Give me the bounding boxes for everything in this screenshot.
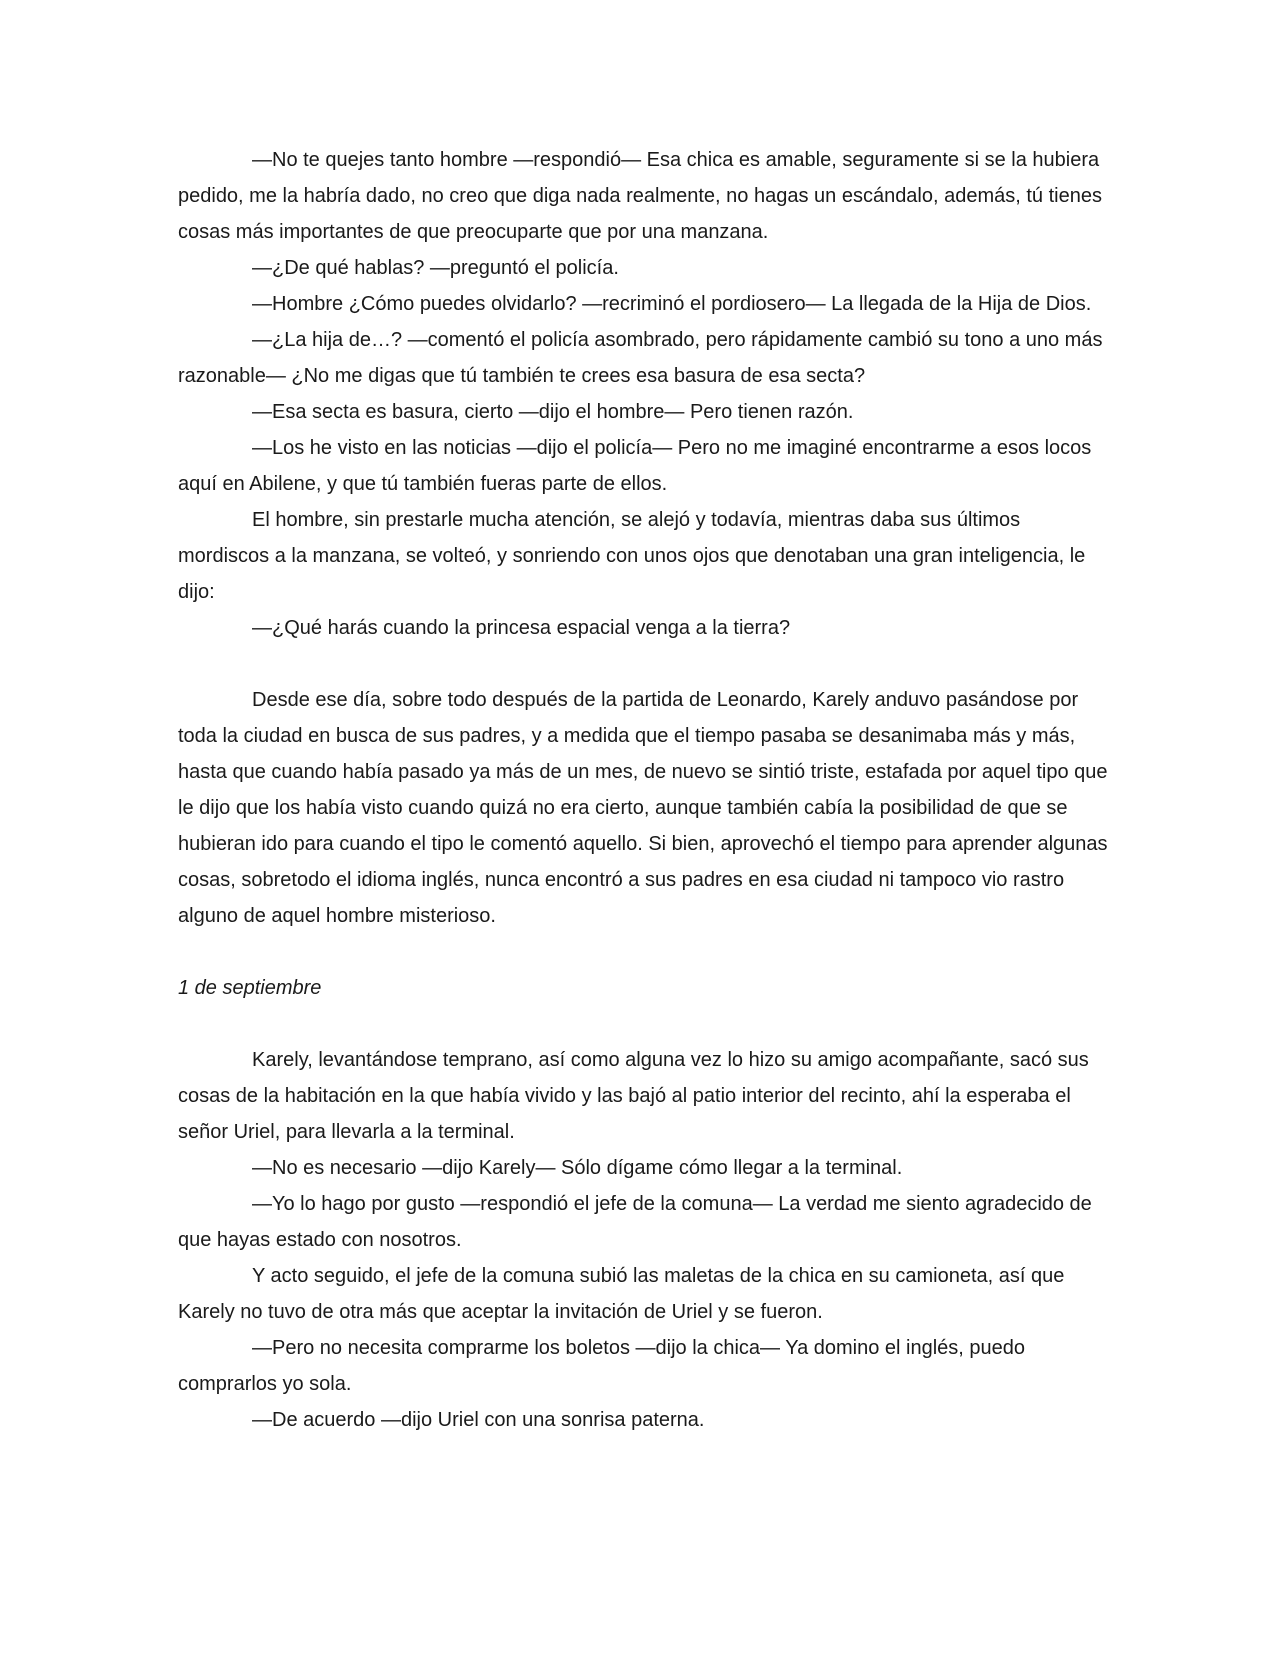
blank-line <box>178 1006 1108 1042</box>
document-page <box>178 142 1108 1438</box>
paragraph: —Esa secta es basura, cierto —dijo el hombre— Pero tienen razón. <box>252 401 854 423</box>
paragraph: —Yo lo hago por gusto —respondió el jefe de la comuna— La verdad me siento agradecido de que hayas estado con nosotros. <box>178 1193 1092 1251</box>
blank-line <box>178 934 1108 970</box>
paragraph: Y acto seguido, el jefe de la comuna subió las maletas de la chica en su camioneta, así que Karely no tuvo de otra más que aceptar la invitación de Uriel y se fueron. <box>178 1265 1065 1323</box>
paragraph: —Pero no necesita comprarme los boletos —dijo la chica— Ya domino el inglés, puedo comprarlos yo sola. <box>178 1337 1026 1395</box>
paragraph: Karely, levantándose temprano, así como alguna vez lo hizo su amigo acompañante, sacó sus cosas de la habitación en la que había vivido y las bajó al patio interior del recinto, ahí la esperaba el señor Uriel, para llevarla a la terminal. <box>178 1049 1089 1143</box>
blank-line <box>178 646 1108 682</box>
paragraph: —Hombre ¿Cómo puedes olvidarlo? —recriminó el pordiosero— La llegada de la Hija de Dios. <box>252 293 1092 315</box>
paragraph: —¿La hija de…? —comentó el policía asombrado, pero rápidamente cambió su tono a uno más razonable— ¿No me digas que tú también te crees esa basura de esa secta? <box>178 329 1103 387</box>
paragraph: —No es necesario —dijo Karely— Sólo dígame cómo llegar a la terminal. <box>252 1157 903 1179</box>
paragraph: Desde ese día, sobre todo después de la partida de Leonardo, Karely anduvo pasándose por toda la ciudad en busca de sus padres, y a medida que el tiempo pasaba se desanimaba más y más, hasta que cuando había pasado ya más de un mes, de nuevo se sintió triste, estafada por aquel tipo que le dijo que los había visto cuando quizá no era cierto, aunque también cabía la posibilidad de que se hubieran ido para cuando el tipo le comentó aquello. Si bien, aprovechó el tiempo para aprender algunas cosas, sobretodo el idioma inglés, nunca encontró a sus padres en esa ciudad ni tampoco vio rastro alguno de aquel hombre misterioso. <box>178 689 1108 927</box>
paragraph: El hombre, sin prestarle mucha atención, se alejó y todavía, mientras daba sus últimos mordiscos a la manzana, se volteó, y sonriendo con unos ojos que denotaban una gran inteligencia, le dijo: <box>178 509 1086 603</box>
paragraph: —¿Qué harás cuando la princesa espacial venga a la tierra? <box>252 617 791 639</box>
section-date: 1 de septiembre <box>178 977 322 999</box>
paragraph: —¿De qué hablas? —preguntó el policía. <box>252 257 619 279</box>
paragraph: —No te quejes tanto hombre —respondió— Esa chica es amable, seguramente si se la hubiera pedido, me la habría dado, no creo que diga nada realmente, no hagas un escándalo, además, tú tienes cosas más importantes de que preocuparte que por una manzana. <box>178 149 1102 243</box>
paragraph: —Los he visto en las noticias —dijo el policía— Pero no me imaginé encontrarme a esos locos aquí en Abilene, y que tú también fueras parte de ellos. <box>178 437 1092 495</box>
paragraph: —De acuerdo —dijo Uriel con una sonrisa paterna. <box>252 1409 705 1431</box>
